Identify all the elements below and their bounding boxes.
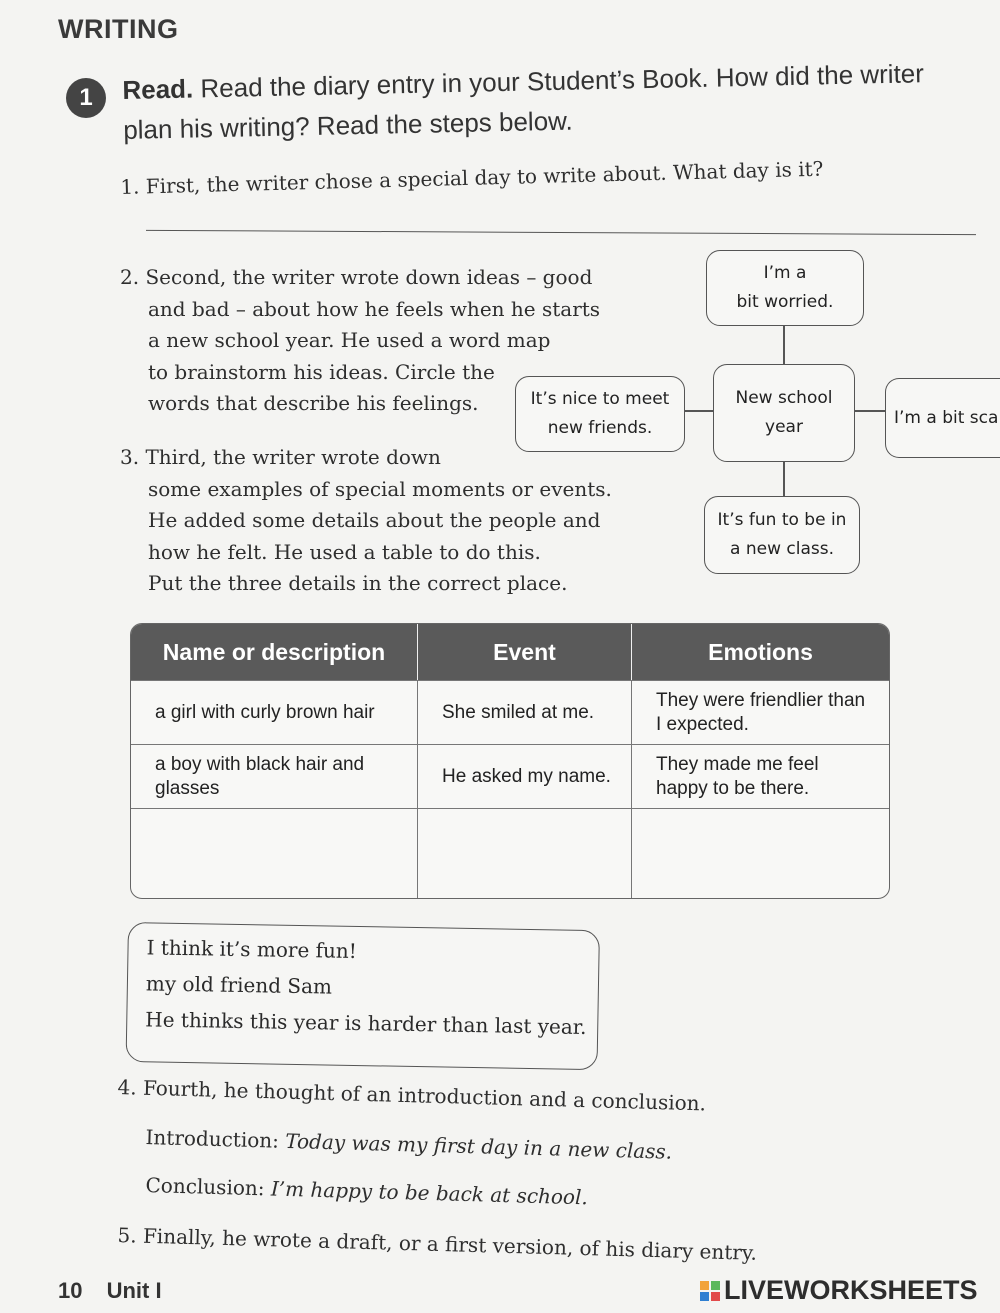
connector	[685, 410, 713, 412]
table-drop-cell[interactable]	[418, 808, 632, 898]
word-map-bubble-top[interactable]	[706, 250, 864, 326]
connector	[783, 326, 785, 364]
detail-item[interactable]: my old friend Sam	[145, 971, 333, 999]
table-header: Emotions	[632, 624, 889, 680]
table-drop-cell[interactable]	[131, 808, 418, 898]
introduction-label: Introduction:	[145, 1124, 280, 1153]
bubble-text: a new class.	[730, 539, 834, 559]
answer-line[interactable]	[146, 230, 976, 235]
step-1: 1. First, the writer chose a special day to write about. What day is it?	[120, 156, 824, 199]
table-header: Event	[418, 624, 632, 680]
step-2-line: words that describe his feelings.	[148, 391, 479, 415]
logo-square	[700, 1281, 709, 1290]
logo-square	[700, 1292, 709, 1301]
step-4: 4. Fourth, he thought of an introduction and a conclusion.	[117, 1074, 707, 1116]
logo-square	[711, 1292, 720, 1301]
table-cell: They made me feel happy to be there.	[632, 744, 889, 808]
table-cell: She smiled at me.	[418, 680, 632, 744]
word-map-bubble-bottom[interactable]	[704, 496, 860, 574]
detail-item[interactable]: I think it’s more fun!	[146, 935, 358, 963]
detail-item[interactable]: He thinks this year is harder than last year.	[145, 1007, 587, 1040]
conclusion-label: Conclusion:	[145, 1172, 265, 1201]
step-3-line: some examples of special moments or events.	[148, 476, 612, 501]
step-3-line: Put the three details in the correct place.	[148, 571, 568, 595]
step-2-line: and bad – about how he feels when he starts	[148, 296, 601, 321]
step-2-line: a new school year. He used a word map	[148, 328, 551, 352]
connector	[783, 462, 785, 496]
table-cell: a boy with black hair and glasses	[131, 744, 418, 808]
table-row-empty	[131, 808, 889, 898]
section-title: WRITING	[58, 14, 179, 44]
word-map-center	[713, 364, 855, 462]
table-row	[131, 744, 889, 808]
step-3-line: He added some details about the people and	[148, 508, 601, 532]
word-map-bubble-right[interactable]	[885, 378, 1000, 458]
introduction	[145, 1122, 672, 1168]
page-number: 10	[58, 1278, 83, 1303]
logo-text: LIVEWORKSHEETS	[724, 1275, 978, 1305]
step-3-line: how he felt. He used a table to do this.	[148, 539, 541, 564]
table-cell: a girl with curly brown hair	[131, 680, 418, 744]
bubble-text: It’s nice to meet	[530, 389, 670, 409]
exercise-bold-label: Read.	[122, 73, 194, 105]
word-map-bubble-left[interactable]	[515, 376, 685, 452]
table-cell: He asked my name.	[418, 744, 632, 808]
bubble-text: It’s fun to be in	[717, 510, 847, 530]
exercise-instruction-text: Read the diary entry in your Student’s Book. How did the writer plan his writing? Read the steps below.	[122, 58, 925, 145]
conclusion	[145, 1170, 588, 1214]
step-3	[120, 442, 640, 600]
bubble-text: bit worried.	[736, 292, 834, 312]
table-header-row	[131, 624, 889, 680]
step-3-line: 3. Third, the writer wrote down	[120, 445, 441, 469]
logo-square	[711, 1281, 720, 1290]
page-footer	[58, 1278, 162, 1304]
table-cell: They were friendlier than I expected.	[632, 680, 889, 744]
conclusion-text: I’m happy to be back at school.	[270, 1176, 589, 1210]
bubble-text: I’m a bit sca	[894, 407, 999, 428]
liveworksheets-logo	[700, 1275, 978, 1306]
step-5: 5. Finally, he wrote a draft, or a first version, of his diary entry.	[117, 1222, 758, 1265]
details-box	[126, 922, 600, 1070]
step-2-line: 2. Second, the writer wrote down ideas – good	[120, 265, 593, 289]
exercise-number-badge: 1	[66, 78, 106, 118]
bubble-text: new friends.	[547, 418, 653, 438]
step-2-line: to brainstorm his ideas. Circle the	[148, 359, 495, 384]
bubble-text: New school	[735, 388, 833, 408]
introduction-text: Today was my first day in a new class.	[284, 1128, 673, 1164]
notes-table	[130, 623, 890, 899]
unit-label: Unit I	[106, 1278, 162, 1303]
bubble-text: I’m a	[763, 263, 807, 283]
logo-grid-icon	[700, 1281, 720, 1301]
table-header: Name or description	[131, 624, 418, 680]
bubble-text: year	[765, 417, 803, 437]
exercise-instruction	[122, 53, 943, 150]
connector	[855, 410, 885, 412]
table-drop-cell[interactable]	[632, 808, 889, 898]
table-row	[131, 680, 889, 744]
